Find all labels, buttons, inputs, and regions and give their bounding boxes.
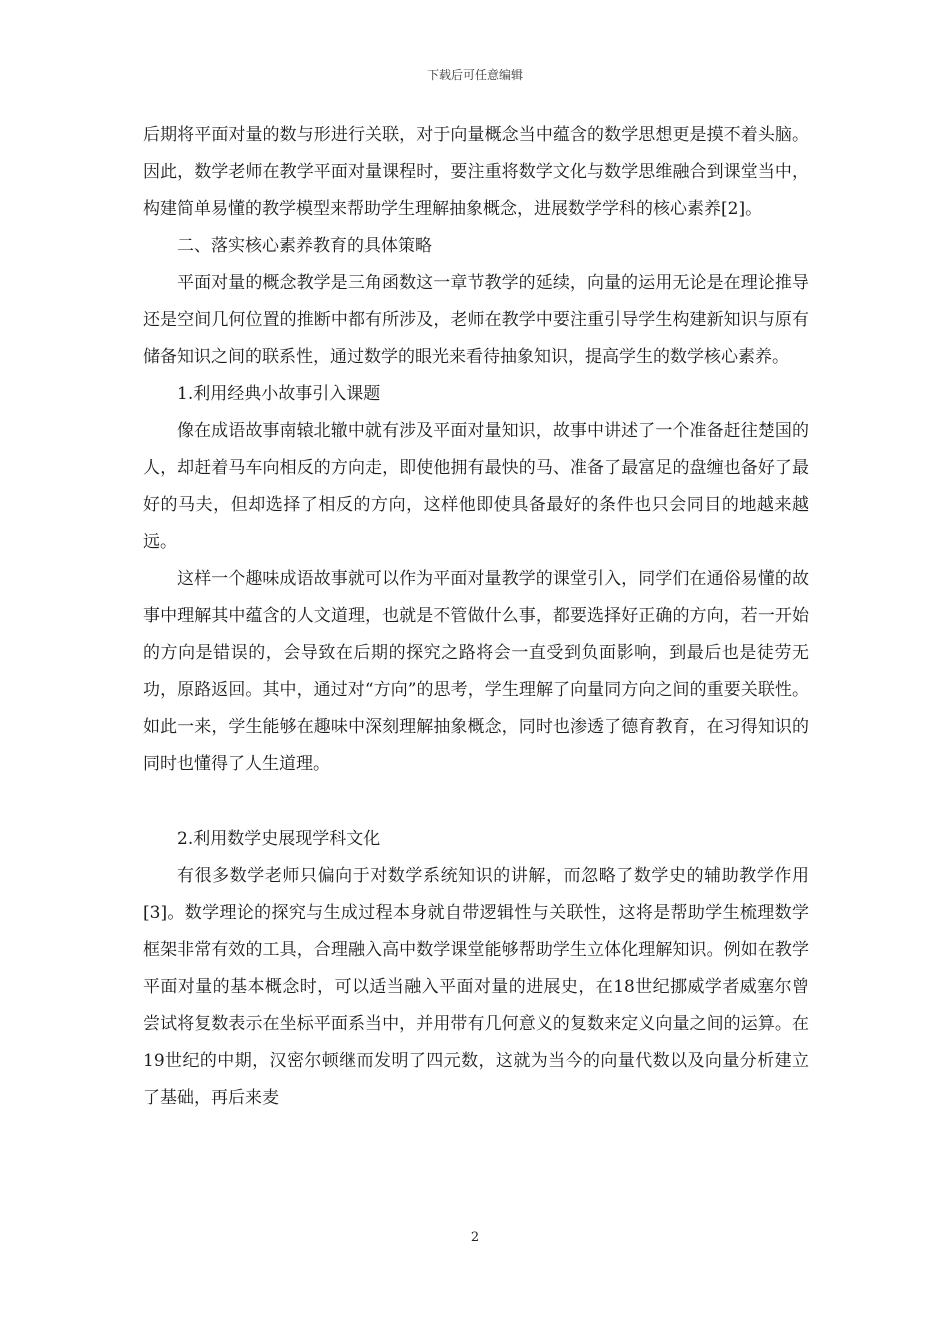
page-header: 下载后可任意编辑 — [426, 68, 523, 82]
section-heading-strategies: 二、落实核心素养教育的具体策略 — [177, 236, 432, 256]
paragraph-story-lesson: 这样一个趣味成语故事就可以作为平面对量教学的课堂引入，同学们在通俗易懂的故事中理解其中蕴含的人文道理，也就是不管做什么事，都要选择好正确的方向，若一开始的方向是错误的，会导致在后期的探究之路将会一直受到负面影响，到最后也是徒劳无功，原路返回。其中，通过对“方向”的思考，学生理解了向量同方向之间的重要关联性。如此一来，学生能够在趣味中深刻理解抽象概念，同时也渗透了德育教育，在习得知识的同时也懂得了人生道理。 — [143, 569, 809, 774]
document-body — [143, 117, 809, 1117]
paragraph-story: 像在成语故事南辕北辙中就有涉及平面对量知识，故事中讲述了一个准备赶往楚国的人，却赶着马车向相反的方向走，即使他拥有最快的马、准备了最富足的盘缠也备好了最好的马夫，但却选择了相反的方向，这样他即使具备最好的条件也只会同目的地越来越远。 — [143, 421, 809, 552]
paragraph-math-history: 有很多数学老师只偏向于对数学系统知识的讲解，而忽略了数学史的辅助教学作用[3]。数学理论的探究与生成过程本身就自带逻辑性与关联性，这将是帮助学生梳理数学框架非常有效的工具，合理融入高中数学课堂能够帮助学生立体化理解知识。例如在教学平面对量的基本概念时，可以适当融入平面对量的进展史，在18世纪挪威学者威塞尔曾尝试将复数表示在坐标平面系当中，并用带有几何意义的复数来定义向量之间的运算。在19世纪的中期，汉密尔顿继而发明了四元数，这就为当今的向量代数以及向量分析建立了基础，再后来麦 — [143, 866, 809, 1108]
page-number: 2 — [470, 1230, 480, 1245]
paragraph-continuation: 后期将平面对量的数与形进行关联，对于向量概念当中蕴含的数学思想更是摸不着头脑。因此，数学老师在教学平面对量课程时，要注重将数学文化与数学思维融合到课堂当中，构建简单易懂的教学模型来帮助学生理解抽象概念，进展数学学科的核心素养[2]。 — [143, 125, 809, 219]
subheading-story-intro: 1.利用经典小故事引入课题 — [177, 384, 381, 404]
paragraph-spacer — [143, 783, 809, 821]
subheading-math-history: 2.利用数学史展现学科文化 — [177, 829, 381, 849]
paragraph-vector-concept: 平面对量的概念教学是三角函数这一章节教学的延续，向量的运用无论是在理论推导还是空间几何位置的推断中都有所涉及，老师在教学中要注重引导学生构建新知识与原有储备知识之间的联系性，通过数学的眼光来看待抽象知识，提高学生的数学核心素养。 — [143, 273, 809, 367]
